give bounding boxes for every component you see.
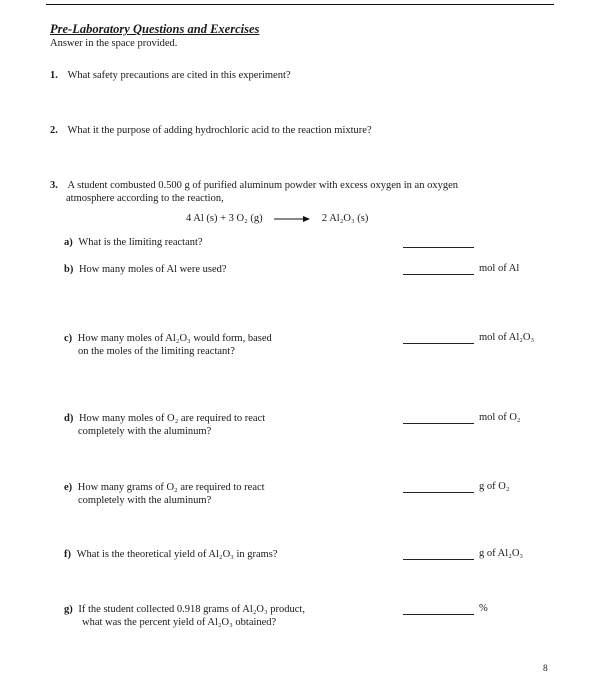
question-number: 2. — [50, 125, 58, 136]
question-number: 3. — [50, 180, 58, 191]
answer-blank-f[interactable] — [403, 559, 474, 560]
unit-b: mol of Al — [479, 263, 520, 274]
answer-blank-d[interactable] — [403, 423, 474, 424]
subquestion-c: c) How many moles of Al₂O₃ would form, based — [64, 333, 272, 344]
question-1 — [50, 69, 291, 83]
top-rule — [46, 4, 554, 5]
unit-f: g of Al₂O₃ — [479, 548, 524, 559]
unit-c: mol of Al₂O₃ — [479, 332, 535, 343]
question-number: 1. — [50, 70, 58, 81]
question-2 — [50, 124, 372, 138]
subquestion-g-line2: what was the percent yield of Al₂O₃ obtained? — [82, 617, 277, 628]
reaction-arrow-icon — [273, 215, 311, 223]
subquestion-a: a) What is the limiting reactant? — [64, 237, 203, 248]
question-text: What it the purpose of adding hydrochloric acid to the reaction mixture? — [67, 125, 372, 136]
answer-blank-a[interactable] — [403, 247, 474, 248]
question-text: What safety precautions are cited in this experiment? — [67, 70, 291, 81]
question-3 — [50, 179, 458, 193]
question-3-line2: atmosphere according to the reaction, — [66, 193, 224, 204]
subquestion-b: b) How many moles of Al were used? — [64, 264, 227, 275]
unit-g: % — [479, 603, 488, 614]
subquestion-e-line2: completely with the aluminum? — [78, 495, 212, 506]
answer-blank-c[interactable] — [403, 343, 474, 344]
page-title: Pre-Laboratory Questions and Exercises — [50, 22, 260, 36]
equation-products: 2 Al₂O₃ (s) — [321, 213, 369, 224]
subquestion-f: f) What is the theoretical yield of Al₂O₃ in grams? — [64, 549, 278, 560]
answer-blank-g[interactable] — [403, 614, 474, 615]
page-subtitle: Answer in the space provided. — [50, 38, 178, 49]
answer-blank-e[interactable] — [403, 492, 474, 493]
subquestion-c-line2: on the moles of the limiting reactant? — [78, 346, 235, 357]
subquestion-d-line2: completely with the aluminum? — [78, 426, 212, 437]
reaction-equation — [186, 212, 368, 226]
subquestion-d: d) How many moles of O₂ are required to react — [64, 413, 266, 424]
equation-reactants: 4 Al (s) + 3 O₂ (g) — [186, 213, 263, 224]
unit-e: g of O₂ — [479, 481, 510, 492]
subquestion-e: e) How many grams of O₂ are required to react — [64, 482, 265, 493]
question-text-line1: A student combusted 0.500 g of purified aluminum powder with excess oxygen in an oxygen — [67, 180, 458, 191]
subquestion-g: g) If the student collected 0.918 grams of Al₂O₃ product, — [64, 604, 305, 615]
answer-blank-b[interactable] — [403, 274, 474, 275]
page-number: 8 — [543, 664, 548, 674]
unit-d: mol of O₂ — [479, 412, 521, 423]
